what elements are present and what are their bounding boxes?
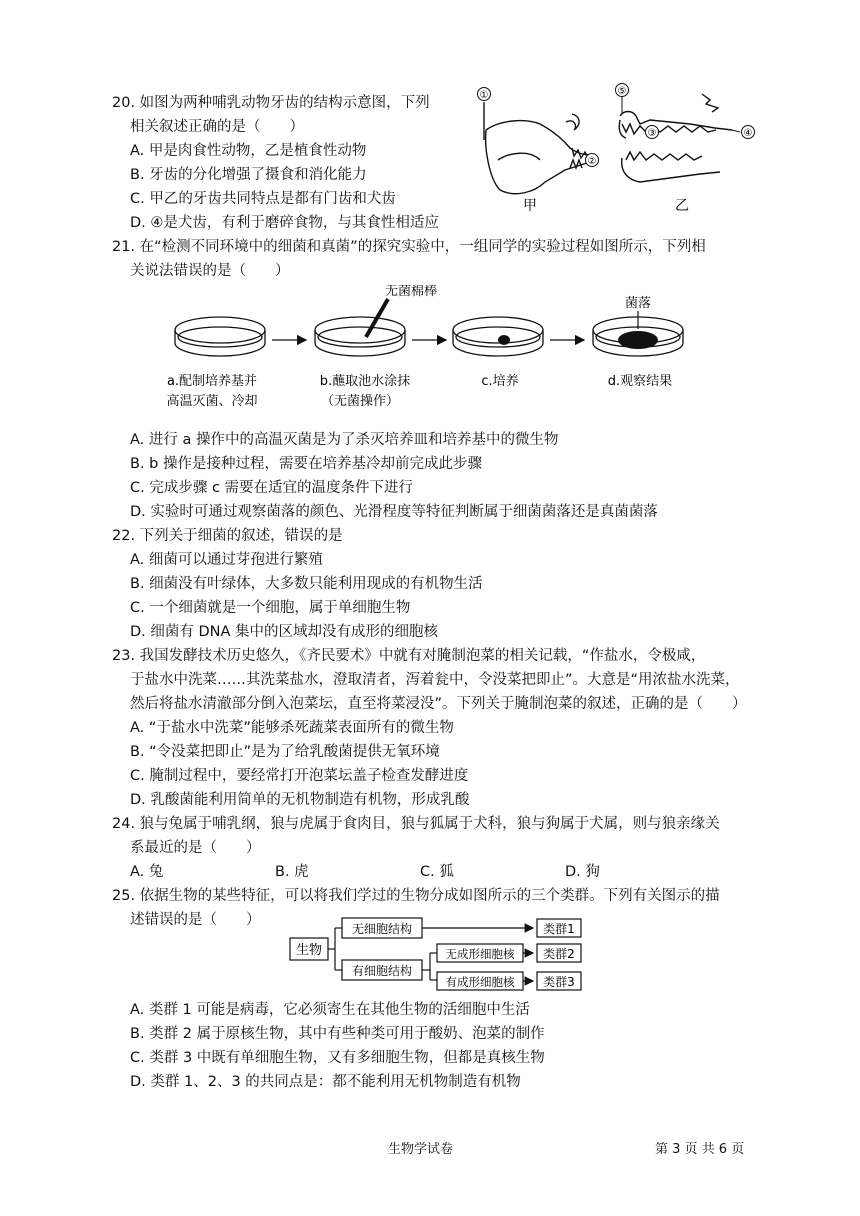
q25-option-a: A. 类群 1 可能是病毒，它必须寄生在其他生物的活细胞中生活: [130, 1002, 530, 1018]
q21-experiment-figure: [160, 285, 720, 420]
q24-stem-line1: 24. 狼与兔属于哺乳纲，狼与虎属于食肉目，狼与狐属于犬科，狼与狗属于犬属，则与狼亲缘关: [112, 816, 720, 832]
svg-text:③: ③: [647, 128, 657, 139]
q21-option-d: D. 实验时可通过观察菌落的颜色、光滑程度等特征判断属于细菌菌落还是真菌菌落: [130, 504, 658, 520]
q21-option-a: A. 进行 a 操作中的高温灭菌是为了杀灭培养皿和培养基中的微生物: [130, 432, 559, 448]
q23-option-a: A. “于盐水中洗菜”能够杀死蔬菜表面所有的微生物: [130, 720, 454, 736]
group1-label: 类群1: [543, 922, 575, 936]
dish-a: [175, 317, 265, 356]
step-b-line1: b.蘸取池水涂抹: [319, 374, 411, 389]
step-a-line1: a.配制培养基并: [166, 374, 258, 389]
group3-label: 类群3: [543, 975, 575, 989]
q23-option-c: C. 腌制过程中，要经常打开泡菜坛盖子检查发酵进度: [130, 768, 469, 784]
q25-option-c: C. 类群 3 中既有单细胞生物，又有多细胞生物，但都是真核生物: [130, 1050, 545, 1066]
step-d: d.观察结果: [607, 374, 673, 389]
svg-text:①: ①: [479, 90, 489, 101]
q25-stem-line2: 述错误的是（ ）: [130, 912, 261, 928]
step-c: c.培养: [481, 374, 519, 389]
has-cell-label: 有细胞结构: [351, 964, 413, 978]
svg-text:⑤: ⑤: [617, 86, 627, 97]
q24-option-a: A. 兔: [130, 864, 164, 880]
footer-page-number: 第 3 页 共 6 页: [655, 1142, 745, 1157]
footer-subject: 生物学试卷: [388, 1142, 454, 1157]
step-a-line2: 高温灭菌、冷却: [166, 394, 258, 409]
no-cell-label: 无细胞结构: [351, 922, 413, 936]
q21-option-b: B. b 操作是接种过程，需要在培养基冷却前完成此步骤: [130, 456, 482, 472]
swab-label: 无菌棉棒: [385, 285, 438, 299]
skull-yi-drawing: [619, 94, 732, 182]
q20-option-d: D. ④是犬齿，有利于磨碎食物，与其食性相适应: [130, 215, 439, 231]
q22-option-c: C. 一个细菌就是一个细胞，属于单细胞生物: [130, 600, 411, 616]
q25-stem-line1: 25. 依据生物的某些特征，可以将我们学过的生物分成如图所示的三个类群。下列有关图示的描: [112, 888, 720, 904]
dish-b: [315, 317, 405, 356]
dish-c: [453, 317, 543, 356]
q25-classification-diagram: [285, 915, 595, 995]
marker-3: [646, 126, 659, 140]
q20-option-c: C. 甲乙的牙齿共同特点是都有门齿和犬齿: [130, 191, 396, 207]
label-jia: 甲: [523, 198, 537, 214]
colony-label: 菌落: [624, 296, 652, 311]
root-label: 生物: [295, 943, 323, 958]
q22-option-a: A. 细菌可以通过芽孢进行繁殖: [130, 552, 323, 568]
q22-option-b: B. 细菌没有叶绿体，大多数只能利用现成的有机物生活: [130, 576, 483, 592]
q25-option-b: B. 类群 2 属于原核生物，其中有些种类可用于酸奶、泡菜的制作: [130, 1026, 545, 1042]
skull-jia-drawing: [484, 102, 592, 194]
q22-stem: 22. 下列关于细菌的叙述，错误的是: [112, 528, 343, 544]
q21-option-c: C. 完成步骤 c 需要在适宜的温度条件下进行: [130, 480, 414, 496]
q23-option-d: D. 乳酸菌能利用简单的无机物制造有机物，形成乳酸: [130, 792, 470, 808]
marker-5: [616, 84, 629, 98]
q23-stem-line3: 然后将盐水清澈部分倒入泡菜坛，直至将菜浸没”。下列关于腌制泡菜的叙述，正确的是（ ）: [130, 696, 747, 712]
q23-option-b: B. “令没菜把即止”是为了给乳酸菌提供无氧环境: [130, 744, 440, 760]
marker-4: [742, 126, 755, 140]
has-nucleus-label: 有成形细胞核: [445, 975, 515, 989]
no-nucleus-label: 无成形细胞核: [445, 947, 515, 961]
q23-stem-line1: 23. 我国发酵技术历史悠久，《齐民要术》中就有对腌制泡菜的相关记载，“作盐水，令极咸，: [112, 648, 706, 664]
q20-stem-line2: 相关叙述正确的是（ ）: [130, 119, 304, 135]
large-colony: [618, 331, 658, 349]
q22-option-d: D. 细菌有 DNA 集中的区域却没有成形的细胞核: [130, 624, 439, 640]
q24-option-b: B. 虎: [275, 864, 309, 880]
label-yi: 乙: [675, 198, 689, 214]
q20-teeth-figure: [470, 80, 770, 230]
q23-stem-line2: 于盐水中洗菜……其洗菜盐水，澄取清者，泻着瓮中，令没菜把即止”。大意是“用浓盐水洗菜，: [130, 672, 740, 688]
q20-option-b: B. 牙齿的分化增强了摄食和消化能力: [130, 167, 367, 183]
svg-text:④: ④: [743, 128, 753, 139]
q24-option-c: C. 狐: [420, 864, 454, 880]
q20-stem-line1: 20. 如图为两种哺乳动物牙齿的结构示意图，下列: [112, 95, 430, 111]
marker-1: [478, 88, 491, 102]
q20-option-a: A. 甲是肉食性动物，乙是植食性动物: [130, 143, 367, 159]
svg-text:②: ②: [587, 156, 597, 167]
marker-2: [586, 154, 599, 168]
q24-stem-line2: 系最近的是（ ）: [130, 840, 261, 856]
q21-stem-line2: 关说法错误的是（ ）: [130, 263, 290, 279]
q21-stem-line1: 21. 在“检测不同环境中的细菌和真菌”的探究实验中，一组同学的实验过程如图所示，下列相: [112, 239, 706, 255]
q25-option-d: D. 类群 1、2、3 的共同点是：都不能利用无机物制造有机物: [130, 1074, 521, 1090]
cotton-swab: [366, 299, 388, 337]
small-colony: [498, 335, 510, 345]
q24-option-d: D. 狗: [565, 864, 600, 880]
group2-label: 类群2: [543, 947, 575, 961]
step-b-line2: （无菌操作）: [320, 394, 400, 409]
